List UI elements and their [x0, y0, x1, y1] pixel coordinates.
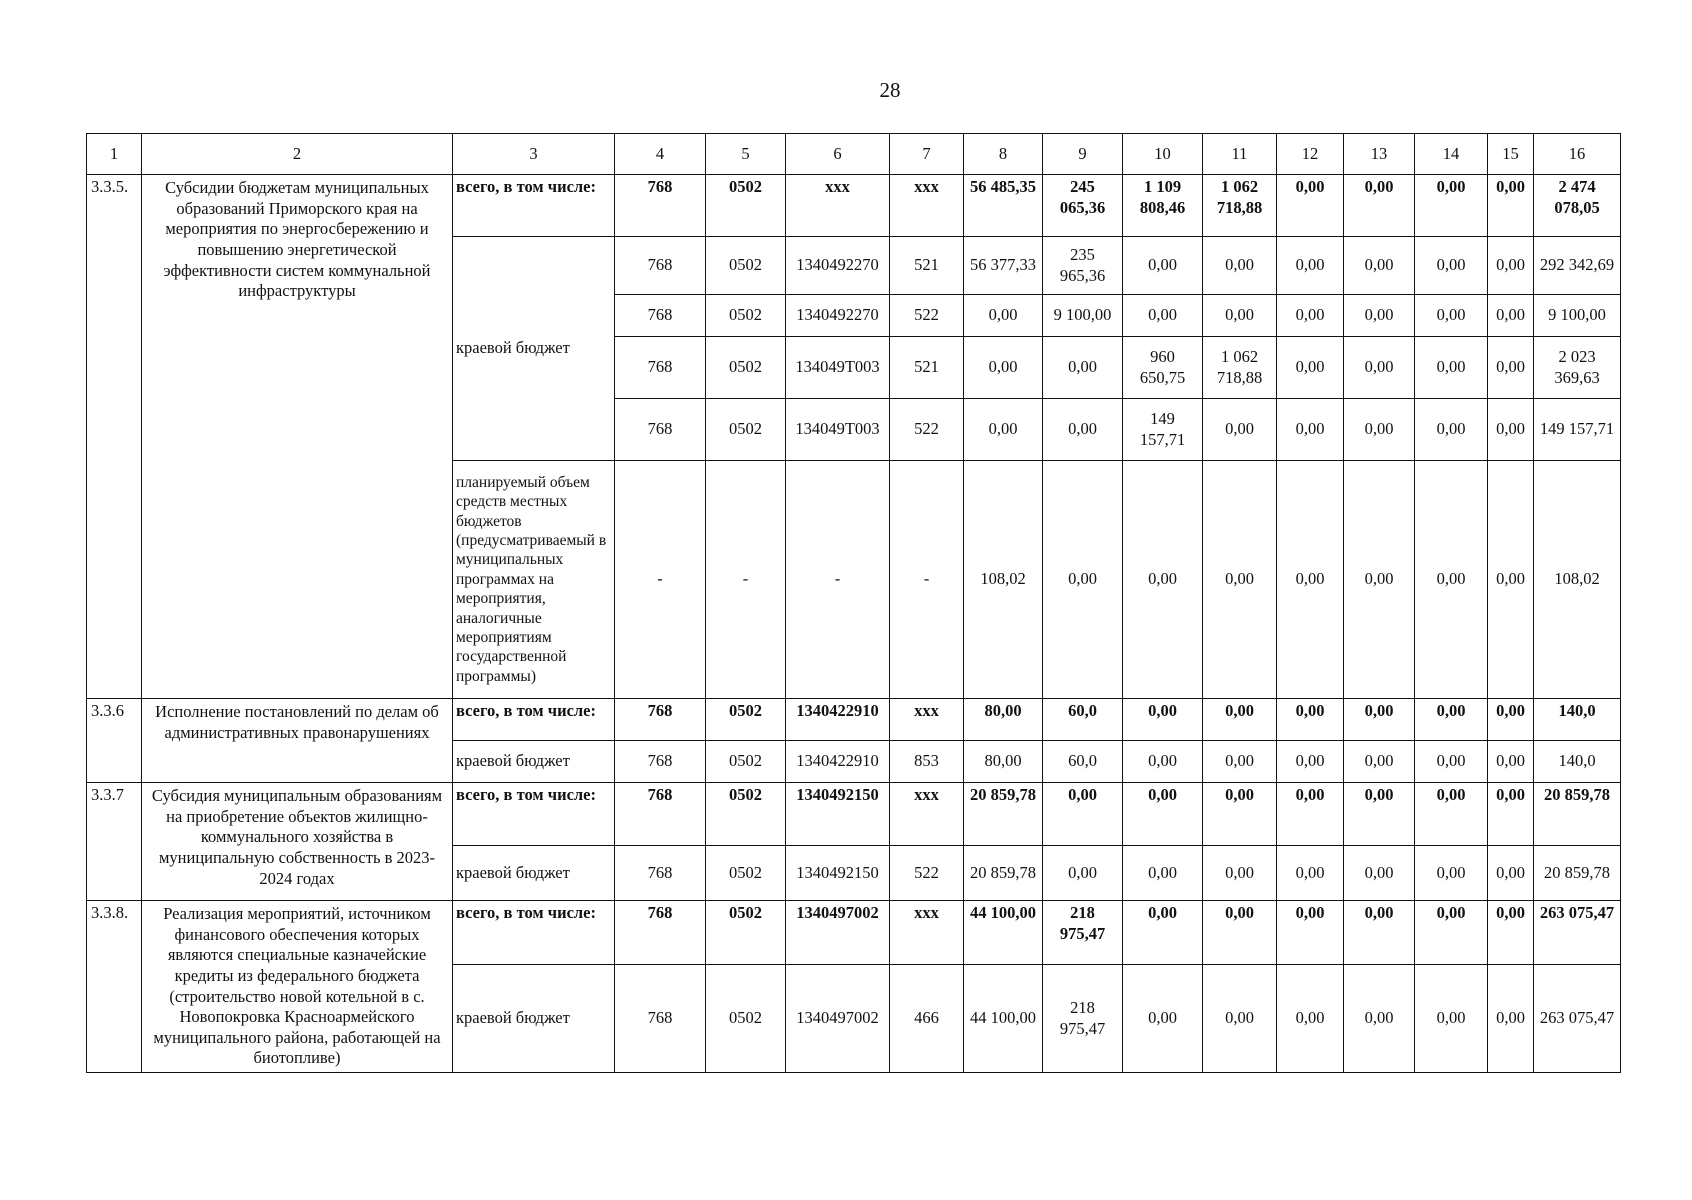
- value-cell-col-5: -: [706, 461, 786, 699]
- value-cell-col-16: 20 859,78: [1534, 846, 1621, 901]
- value-cell-col-7: 521: [890, 337, 964, 399]
- column-header: 10: [1123, 134, 1203, 175]
- total-row: [87, 901, 1621, 965]
- value-cell-col-14: 0,00: [1415, 237, 1488, 295]
- value-cell-col-7: 522: [890, 295, 964, 337]
- funding-source-label: планируемый объем средств местных бюджетов (предусматриваемый в муниципальных программах на мероприятия, аналогичные мероприятиям государственной программы): [453, 461, 615, 699]
- value-cell-col-5: 0502: [706, 965, 786, 1073]
- value-cell-col-6: 134049T003: [786, 399, 890, 461]
- value-cell-col-6: 1340492150: [786, 783, 890, 846]
- value-cell-col-5: 0502: [706, 399, 786, 461]
- value-cell-col-4: 768: [615, 175, 706, 237]
- value-cell-col-15: 0,00: [1488, 237, 1534, 295]
- value-cell-col-16: 20 859,78: [1534, 783, 1621, 846]
- value-cell-col-16: 292 342,69: [1534, 237, 1621, 295]
- funding-source-label: всего, в том числе:: [453, 901, 615, 965]
- value-cell-col-8: 56 377,33: [964, 237, 1043, 295]
- value-cell-col-12: 0,00: [1277, 846, 1344, 901]
- value-cell-col-9: 218 975,47: [1043, 901, 1123, 965]
- value-cell-col-13: 0,00: [1344, 846, 1415, 901]
- funding-source-label: краевой бюджет: [453, 741, 615, 783]
- value-cell-col-16: 140,0: [1534, 699, 1621, 741]
- value-cell-col-16: 263 075,47: [1534, 965, 1621, 1073]
- value-cell-col-6: 134049T003: [786, 337, 890, 399]
- value-cell-col-16: 149 157,71: [1534, 399, 1621, 461]
- value-cell-col-12: 0,00: [1277, 237, 1344, 295]
- value-cell-col-4: 768: [615, 699, 706, 741]
- funding-source-label: краевой бюджет: [453, 846, 615, 901]
- total-row: [87, 783, 1621, 846]
- value-cell-col-6: 1340422910: [786, 699, 890, 741]
- value-cell-col-7: 853: [890, 741, 964, 783]
- value-cell-col-8: 44 100,00: [964, 901, 1043, 965]
- value-cell-col-12: 0,00: [1277, 901, 1344, 965]
- value-cell-col-9: 245 065,36: [1043, 175, 1123, 237]
- value-cell-col-10: 0,00: [1123, 699, 1203, 741]
- value-cell-col-9: 0,00: [1043, 846, 1123, 901]
- value-cell-col-7: 522: [890, 846, 964, 901]
- value-cell-col-5: 0502: [706, 783, 786, 846]
- value-cell-col-8: 0,00: [964, 337, 1043, 399]
- value-cell-col-9: 60,0: [1043, 741, 1123, 783]
- value-cell-col-5: 0502: [706, 237, 786, 295]
- value-cell-col-10: 0,00: [1123, 461, 1203, 699]
- value-cell-col-13: 0,00: [1344, 965, 1415, 1073]
- value-cell-col-13: 0,00: [1344, 337, 1415, 399]
- value-cell-col-5: 0502: [706, 337, 786, 399]
- value-cell-col-11: 0,00: [1203, 399, 1277, 461]
- value-cell-col-10: 0,00: [1123, 783, 1203, 846]
- value-cell-col-4: 768: [615, 965, 706, 1073]
- value-cell-col-10: 0,00: [1123, 237, 1203, 295]
- value-cell-col-16: 108,02: [1534, 461, 1621, 699]
- value-cell-col-15: 0,00: [1488, 337, 1534, 399]
- value-cell-col-13: 0,00: [1344, 741, 1415, 783]
- value-cell-col-9: 9 100,00: [1043, 295, 1123, 337]
- value-cell-col-8: 20 859,78: [964, 783, 1043, 846]
- value-cell-col-15: 0,00: [1488, 783, 1534, 846]
- value-cell-col-5: 0502: [706, 846, 786, 901]
- value-cell-col-16: 140,0: [1534, 741, 1621, 783]
- value-cell-col-15: 0,00: [1488, 965, 1534, 1073]
- value-cell-col-14: 0,00: [1415, 741, 1488, 783]
- value-cell-col-9: 60,0: [1043, 699, 1123, 741]
- value-cell-col-10: 1 109 808,46: [1123, 175, 1203, 237]
- value-cell-col-6: xxx: [786, 175, 890, 237]
- column-header: 4: [615, 134, 706, 175]
- value-cell-col-7: 466: [890, 965, 964, 1073]
- value-cell-col-15: 0,00: [1488, 399, 1534, 461]
- value-cell-col-13: 0,00: [1344, 175, 1415, 237]
- value-cell-col-7: xxx: [890, 783, 964, 846]
- funding-source-label: всего, в том числе:: [453, 783, 615, 846]
- value-cell-col-12: 0,00: [1277, 175, 1344, 237]
- value-cell-col-14: 0,00: [1415, 783, 1488, 846]
- value-cell-col-4: 768: [615, 295, 706, 337]
- section-number: 3.3.8.: [87, 901, 142, 1073]
- value-cell-col-6: -: [786, 461, 890, 699]
- value-cell-col-12: 0,00: [1277, 399, 1344, 461]
- value-cell-col-11: 0,00: [1203, 295, 1277, 337]
- value-cell-col-13: 0,00: [1344, 295, 1415, 337]
- value-cell-col-14: 0,00: [1415, 399, 1488, 461]
- value-cell-col-13: 0,00: [1344, 237, 1415, 295]
- value-cell-col-9: 0,00: [1043, 337, 1123, 399]
- value-cell-col-4: 768: [615, 237, 706, 295]
- value-cell-col-16: 263 075,47: [1534, 901, 1621, 965]
- value-cell-col-12: 0,00: [1277, 337, 1344, 399]
- funding-source-label: краевой бюджет: [453, 965, 615, 1073]
- value-cell-col-6: 1340492150: [786, 846, 890, 901]
- value-cell-col-7: xxx: [890, 699, 964, 741]
- value-cell-col-11: 1 062 718,88: [1203, 337, 1277, 399]
- value-cell-col-11: 0,00: [1203, 741, 1277, 783]
- value-cell-col-4: 768: [615, 741, 706, 783]
- value-cell-col-4: 768: [615, 399, 706, 461]
- value-cell-col-15: 0,00: [1488, 846, 1534, 901]
- value-cell-col-7: xxx: [890, 175, 964, 237]
- column-header: 11: [1203, 134, 1277, 175]
- value-cell-col-5: 0502: [706, 901, 786, 965]
- value-cell-col-6: 1340422910: [786, 741, 890, 783]
- column-header-row: [87, 134, 1621, 175]
- value-cell-col-16: 2 474 078,05: [1534, 175, 1621, 237]
- funding-source-label: всего, в том числе:: [453, 175, 615, 237]
- value-cell-col-12: 0,00: [1277, 965, 1344, 1073]
- section-title: Субсидии бюджетам муниципальных образований Приморского края на мероприятия по энергосбережению и повышению энергетической эффективности систем коммунальной инфраструктуры: [142, 175, 453, 699]
- value-cell-col-10: 149 157,71: [1123, 399, 1203, 461]
- column-header: 8: [964, 134, 1043, 175]
- value-cell-col-13: 0,00: [1344, 699, 1415, 741]
- value-cell-col-13: 0,00: [1344, 461, 1415, 699]
- value-cell-col-10: 960 650,75: [1123, 337, 1203, 399]
- value-cell-col-15: 0,00: [1488, 741, 1534, 783]
- column-header: 1: [87, 134, 142, 175]
- column-header: 2: [142, 134, 453, 175]
- value-cell-col-8: 80,00: [964, 699, 1043, 741]
- column-header: 14: [1415, 134, 1488, 175]
- value-cell-col-13: 0,00: [1344, 399, 1415, 461]
- value-cell-col-14: 0,00: [1415, 699, 1488, 741]
- value-cell-col-11: 1 062 718,88: [1203, 175, 1277, 237]
- value-cell-col-5: 0502: [706, 699, 786, 741]
- section-title: Реализация мероприятий, источником финансового обеспечения которых являются специальные казначейские кредиты из федерального бюджета (строительство новой котельной в с. Новопокровка Красноармейского муниципального района, работающей на биотопливе): [142, 901, 453, 1073]
- value-cell-col-7: 521: [890, 237, 964, 295]
- value-cell-col-4: 768: [615, 846, 706, 901]
- budget-table: [86, 133, 1621, 1073]
- value-cell-col-14: 0,00: [1415, 901, 1488, 965]
- section-number: 3.3.6: [87, 699, 142, 783]
- value-cell-col-12: 0,00: [1277, 783, 1344, 846]
- value-cell-col-11: 0,00: [1203, 699, 1277, 741]
- value-cell-col-11: 0,00: [1203, 965, 1277, 1073]
- value-cell-col-6: 1340492270: [786, 295, 890, 337]
- value-cell-col-15: 0,00: [1488, 295, 1534, 337]
- value-cell-col-8: 20 859,78: [964, 846, 1043, 901]
- value-cell-col-9: 0,00: [1043, 783, 1123, 846]
- value-cell-col-7: 522: [890, 399, 964, 461]
- value-cell-col-5: 0502: [706, 295, 786, 337]
- column-header: 13: [1344, 134, 1415, 175]
- value-cell-col-8: 44 100,00: [964, 965, 1043, 1073]
- value-cell-col-4: 768: [615, 337, 706, 399]
- value-cell-col-10: 0,00: [1123, 901, 1203, 965]
- value-cell-col-16: 9 100,00: [1534, 295, 1621, 337]
- value-cell-col-4: -: [615, 461, 706, 699]
- section-number: 3.3.7: [87, 783, 142, 901]
- value-cell-col-12: 0,00: [1277, 461, 1344, 699]
- page-number: 28: [879, 78, 901, 102]
- column-header: 16: [1534, 134, 1621, 175]
- value-cell-col-6: 1340492270: [786, 237, 890, 295]
- value-cell-col-15: 0,00: [1488, 461, 1534, 699]
- value-cell-col-5: 0502: [706, 741, 786, 783]
- value-cell-col-11: 0,00: [1203, 237, 1277, 295]
- value-cell-col-8: 56 485,35: [964, 175, 1043, 237]
- value-cell-col-6: 1340497002: [786, 965, 890, 1073]
- value-cell-col-14: 0,00: [1415, 295, 1488, 337]
- value-cell-col-14: 0,00: [1415, 461, 1488, 699]
- value-cell-col-14: 0,00: [1415, 965, 1488, 1073]
- value-cell-col-7: -: [890, 461, 964, 699]
- column-header: 6: [786, 134, 890, 175]
- value-cell-col-15: 0,00: [1488, 175, 1534, 237]
- column-header: 15: [1488, 134, 1534, 175]
- value-cell-col-8: 108,02: [964, 461, 1043, 699]
- value-cell-col-12: 0,00: [1277, 295, 1344, 337]
- value-cell-col-11: 0,00: [1203, 783, 1277, 846]
- value-cell-col-8: 0,00: [964, 399, 1043, 461]
- value-cell-col-10: 0,00: [1123, 965, 1203, 1073]
- column-header: 7: [890, 134, 964, 175]
- funding-source-label: краевой бюджет: [453, 237, 615, 461]
- value-cell-col-15: 0,00: [1488, 901, 1534, 965]
- column-header: 3: [453, 134, 615, 175]
- column-header: 5: [706, 134, 786, 175]
- value-cell-col-14: 0,00: [1415, 846, 1488, 901]
- value-cell-col-13: 0,00: [1344, 783, 1415, 846]
- value-cell-col-12: 0,00: [1277, 699, 1344, 741]
- value-cell-col-9: 0,00: [1043, 461, 1123, 699]
- value-cell-col-11: 0,00: [1203, 461, 1277, 699]
- section-title: Субсидия муниципальным образованиям на приобретение объектов жилищно-коммунального хозяйства в муниципальную собственность в 2023-2024 годах: [142, 783, 453, 901]
- value-cell-col-14: 0,00: [1415, 337, 1488, 399]
- value-cell-col-6: 1340497002: [786, 901, 890, 965]
- value-cell-col-9: 0,00: [1043, 399, 1123, 461]
- value-cell-col-9: 235 965,36: [1043, 237, 1123, 295]
- value-cell-col-4: 768: [615, 783, 706, 846]
- total-row: [87, 175, 1621, 237]
- funding-source-label: всего, в том числе:: [453, 699, 615, 741]
- value-cell-col-14: 0,00: [1415, 175, 1488, 237]
- value-cell-col-10: 0,00: [1123, 846, 1203, 901]
- value-cell-col-12: 0,00: [1277, 741, 1344, 783]
- value-cell-col-7: xxx: [890, 901, 964, 965]
- value-cell-col-16: 2 023 369,63: [1534, 337, 1621, 399]
- column-header: 9: [1043, 134, 1123, 175]
- total-row: [87, 699, 1621, 741]
- value-cell-col-9: 218 975,47: [1043, 965, 1123, 1073]
- value-cell-col-4: 768: [615, 901, 706, 965]
- section-number: 3.3.5.: [87, 175, 142, 699]
- value-cell-col-11: 0,00: [1203, 901, 1277, 965]
- section-title: Исполнение постановлений по делам об административных правонарушениях: [142, 699, 453, 783]
- value-cell-col-13: 0,00: [1344, 901, 1415, 965]
- column-header: 12: [1277, 134, 1344, 175]
- value-cell-col-11: 0,00: [1203, 846, 1277, 901]
- value-cell-col-15: 0,00: [1488, 699, 1534, 741]
- value-cell-col-8: 80,00: [964, 741, 1043, 783]
- value-cell-col-8: 0,00: [964, 295, 1043, 337]
- value-cell-col-10: 0,00: [1123, 295, 1203, 337]
- value-cell-col-10: 0,00: [1123, 741, 1203, 783]
- value-cell-col-5: 0502: [706, 175, 786, 237]
